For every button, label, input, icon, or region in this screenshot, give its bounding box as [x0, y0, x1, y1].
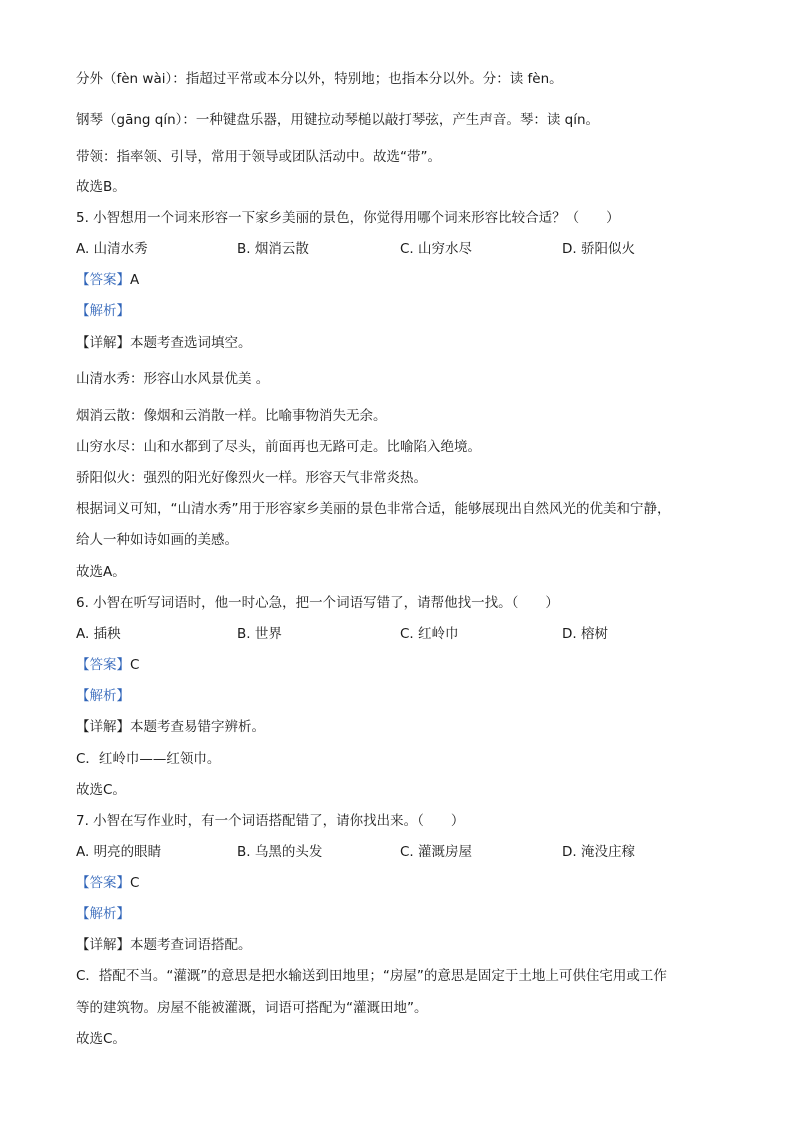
analysis-tag: 【解析】 [76, 688, 130, 704]
analysis-tag: 【解析】 [76, 303, 130, 319]
answer-line [76, 270, 726, 290]
detail-line: 【详解】本题考查易错字辨析。 [76, 719, 265, 735]
option-a: A. 明亮的眼睛 [76, 844, 162, 860]
option-a: A. 插秧 [76, 626, 121, 642]
text-line: 故选C。 [76, 782, 126, 798]
option-d: D. 榕树 [562, 626, 608, 642]
option-d: D. 淹没庄稼 [562, 844, 635, 860]
text-line: 烟消云散：像烟和云消散一样。比喻事物消失无余。 [76, 408, 387, 424]
answer-line [76, 655, 726, 675]
text-line: 骄阳似火：强烈的阳光好像烈火一样。形容天气非常炎热。 [76, 470, 427, 486]
detail-line: 【详解】本题考查选词填空。 [76, 335, 252, 351]
option-b: B. 乌黑的头发 [237, 844, 323, 860]
text-line: 故选C。 [76, 1031, 126, 1047]
text-line: 分外（fèn wài）：指超过平常或本分以外，特别地；也指本分以外。分：读 fèn。 [76, 71, 563, 87]
text-line: 根据词义可知，“山清水秀”用于形容家乡美丽的景色非常合适，能够展现出自然风光的优美和宁静， [76, 501, 671, 517]
detail-tag: 【详解】 [76, 335, 130, 351]
option-c: C. 灌溉房屋 [400, 844, 473, 860]
answer-tag: 【答案】 [76, 657, 130, 673]
option-c: C. 山穷水尽 [400, 241, 473, 257]
text-line: 山穷水尽：山和水都到了尽头，前面再也无路可走。比喻陷入绝境。 [76, 439, 481, 455]
text-line: C．搭配不当。“灌溉”的意思是把水输送到田地里；“房屋”的意思是固定于土地上可供住宅用或工作 [76, 968, 667, 984]
answer-tag: 【答案】 [76, 272, 130, 288]
option-d: D. 骄阳似火 [562, 241, 635, 257]
question-5: 5. 小智想用一个词来形容一下家乡美丽的景色，你觉得用哪个词来形容比较合适？（ ） [76, 210, 620, 226]
detail-tag: 【详解】 [76, 719, 130, 735]
option-c: C. 红岭巾 [400, 626, 459, 642]
question-6: 6. 小智在听写词语时，他一时心急，把一个词语写错了，请帮他找一找。（ ） [76, 595, 559, 611]
analysis-tag: 【解析】 [76, 906, 130, 922]
answer-value: A [130, 272, 140, 288]
option-b: B. 烟消云散 [237, 241, 309, 257]
answer-line [76, 873, 726, 893]
text-line: C．红岭巾——红领巾。 [76, 751, 221, 767]
text-line: 山清水秀：形容山水风景优美 。 [76, 371, 270, 387]
text-line: 等的建筑物。房屋不能被灌溉，词语可搭配为“灌溉田地”。 [76, 1000, 428, 1016]
answer-value: C [130, 657, 140, 673]
text-line: 故选A。 [76, 564, 126, 580]
option-b: B. 世界 [237, 626, 282, 642]
detail-line: 【详解】本题考查词语搭配。 [76, 937, 252, 953]
answer-tag: 【答案】 [76, 875, 130, 891]
text-line: 故选B。 [76, 179, 126, 195]
option-a: A. 山清水秀 [76, 241, 148, 257]
question-7: 7. 小智在写作业时，有一个词语搭配错了，请你找出来。（ ） [76, 813, 465, 829]
answer-value: C [130, 875, 140, 891]
detail-tag: 【详解】 [76, 937, 130, 953]
text-line: 给人一种如诗如画的美感。 [76, 532, 238, 548]
text-line: 带领：指率领、引导，常用于领导或团队活动中。故选“带”。 [76, 149, 441, 165]
text-line: 钢琴（gāng qín）：一种键盘乐器，用键拉动琴槌以敲打琴弦，产生声音。琴：读 qín。 [76, 112, 600, 128]
